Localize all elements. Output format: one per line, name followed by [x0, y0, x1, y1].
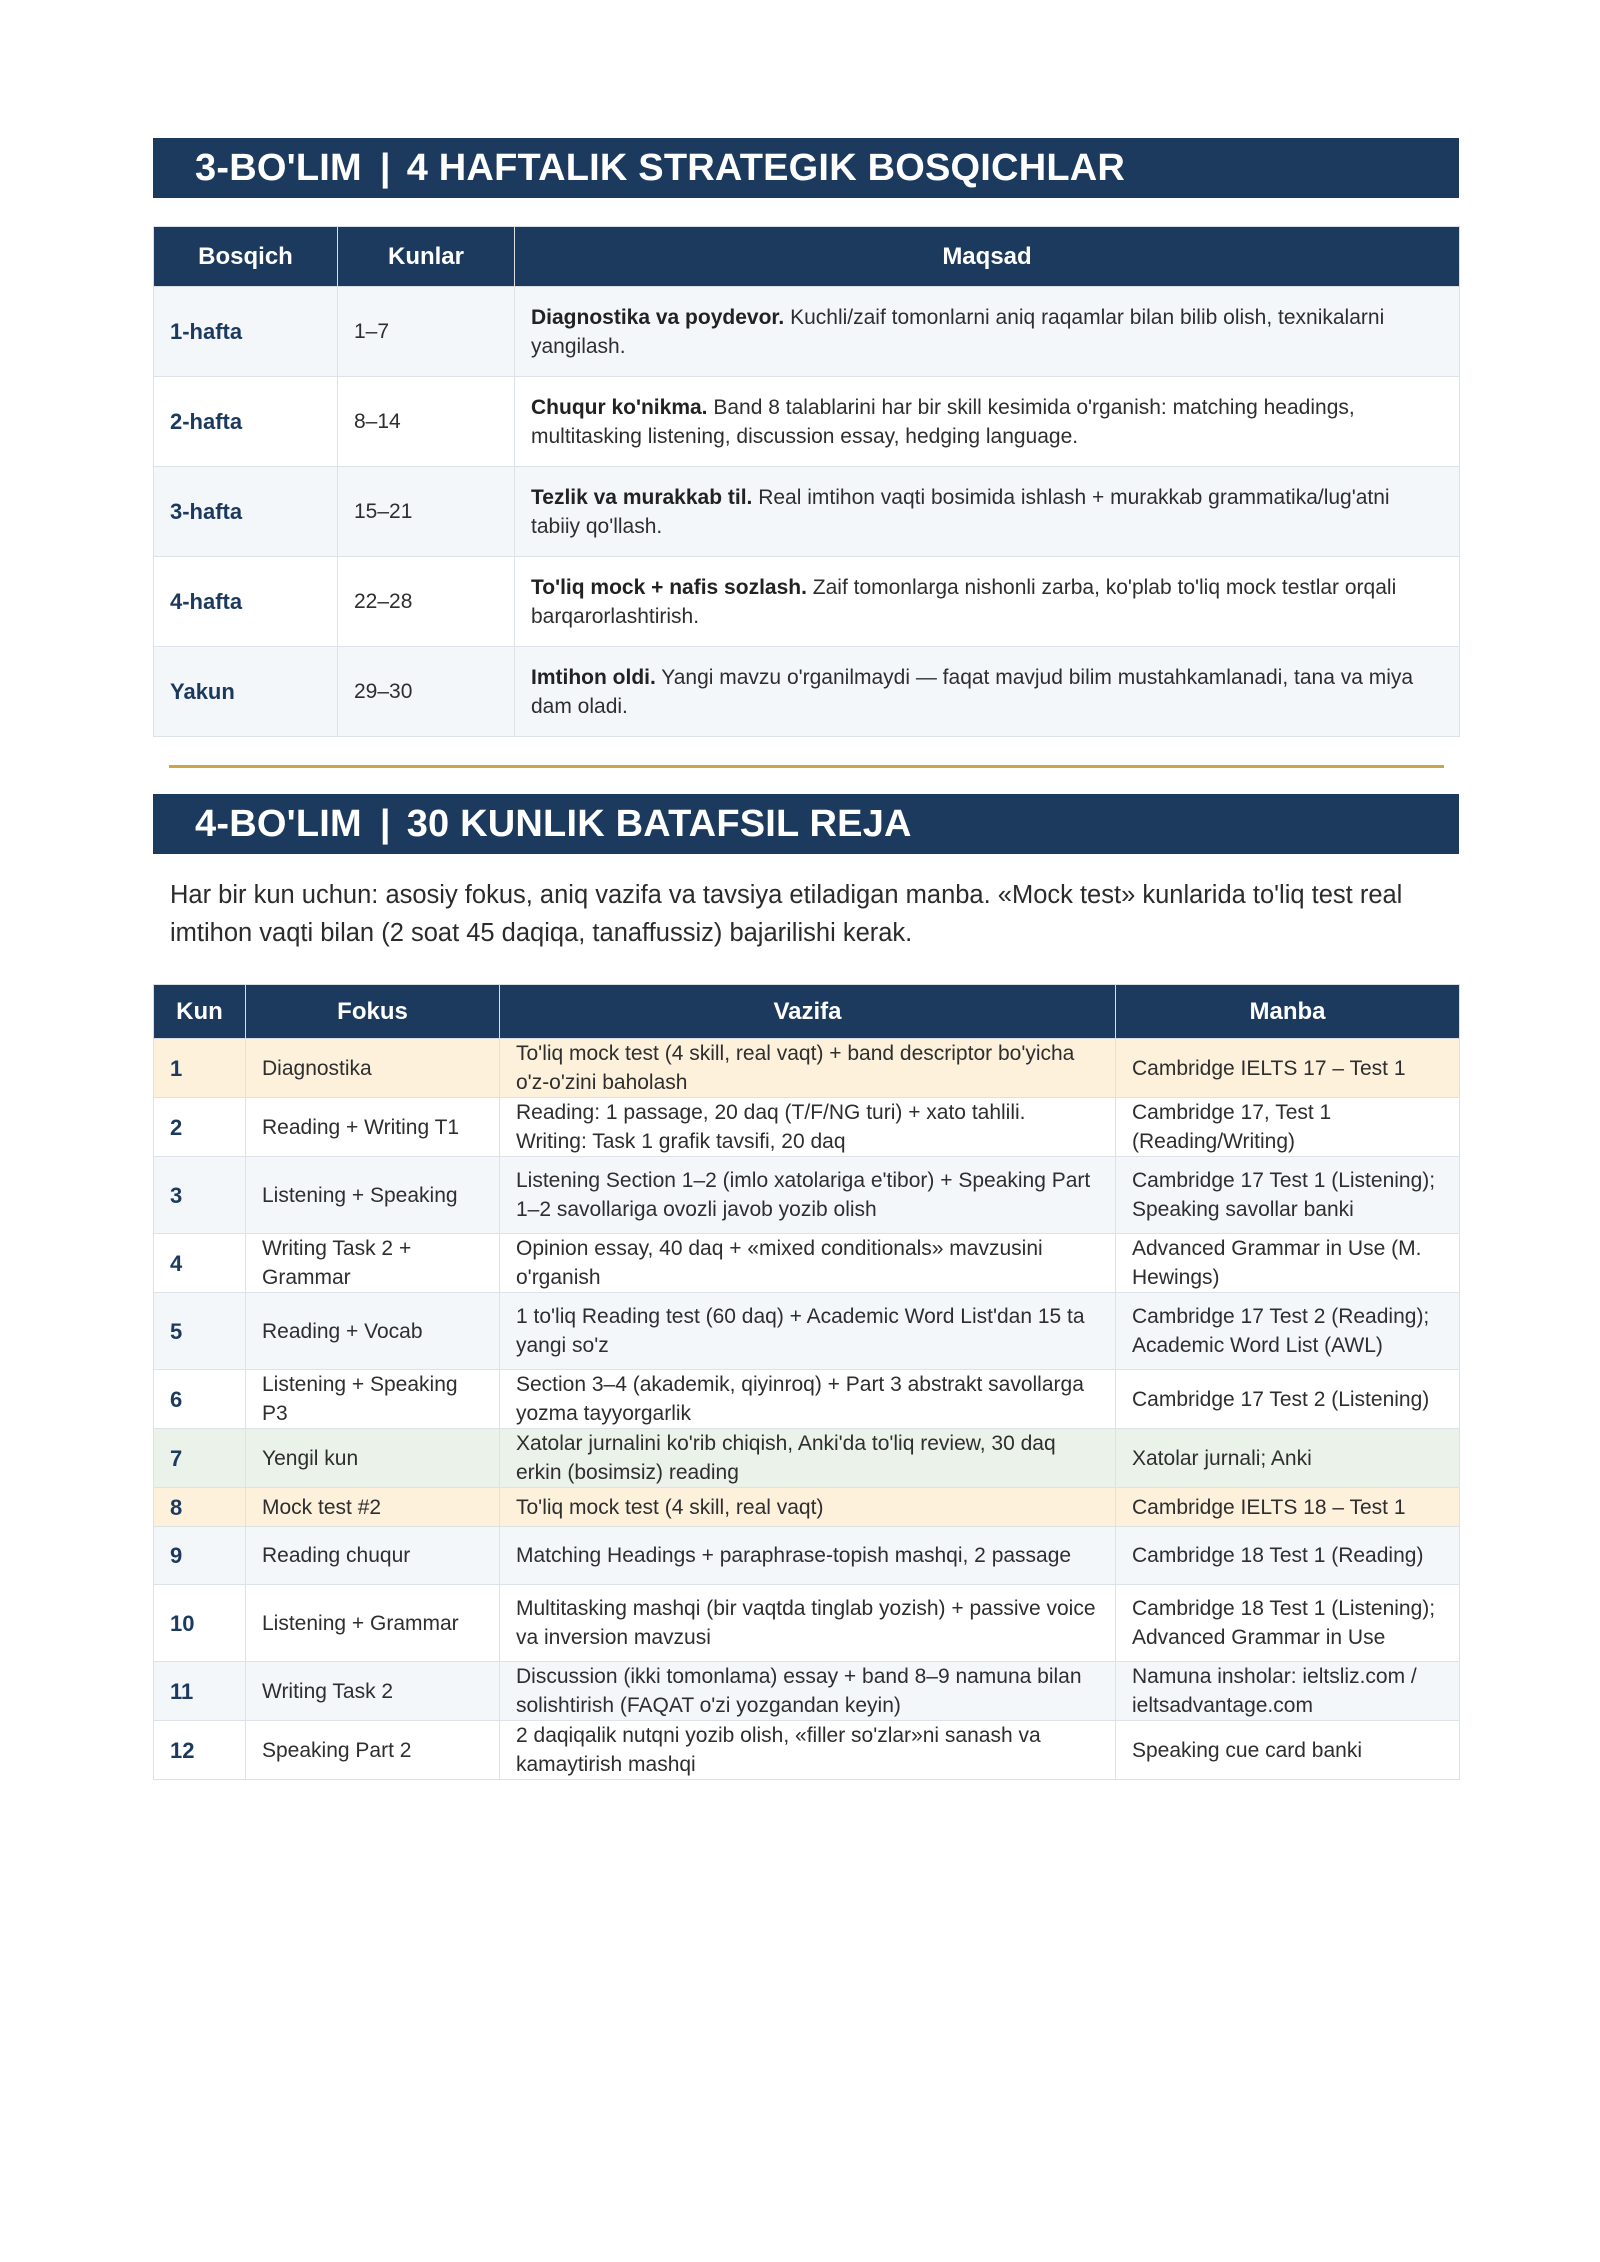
phase-days: 8–14: [338, 377, 515, 467]
plan-task: 2 daqiqalik nutqni yozib olish, «filler so'zlar»ni sanash va kamaytirish mashqi: [500, 1721, 1116, 1780]
plan-row: [154, 1721, 1460, 1780]
plan-day: 4: [154, 1234, 246, 1293]
plan-row: [154, 1157, 1460, 1234]
plan-row: [154, 1098, 1460, 1157]
intro-paragraph: Har bir kun uchun: asosiy fokus, aniq vazifa va tavsiya etiladigan manba. «Mock test» kunlarida to'liq test real imtihon vaqti bilan (2 soat 45 daqiqa, tanaffussiz) bajarilishi kerak.: [170, 881, 1403, 947]
phase-goal: [515, 377, 1460, 467]
phase-stage: 4-hafta: [154, 557, 338, 647]
phase-goal-text: Yangi mavzu o'rganilmaydi — faqat mavjud bilim mustahkamlanadi, tana va miya dam oladi.: [531, 665, 1414, 718]
plan-focus: Speaking Part 2: [246, 1721, 500, 1780]
plan-focus: Yengil kun: [246, 1429, 500, 1488]
plan-task: To'liq mock test (4 skill, real vaqt): [500, 1488, 1116, 1527]
plan-day: 6: [154, 1370, 246, 1429]
plan-day: 11: [154, 1662, 246, 1721]
plan-row: [154, 1488, 1460, 1527]
section-4-title: 30 KUNLIK BATAFSIL REJA: [406, 802, 912, 845]
plan-task: Xatolar jurnalini ko'rib chiqish, Anki'da to'liq review, 30 daq erkin (bosimsiz) reading: [500, 1429, 1116, 1488]
section-3-title: 4 HAFTALIK STRATEGIK BOSQICHLAR: [406, 146, 1126, 189]
phases-row: [154, 557, 1460, 647]
phases-row: [154, 647, 1460, 737]
plan-header-source: Manba: [1116, 985, 1460, 1039]
phase-goal-text: Band 8 talablarini har bir skill kesimida o'rganish: matching headings, multitasking listening, discussion essay, hedging language.: [531, 395, 1355, 448]
plan-row: [154, 1585, 1460, 1662]
phase-goal: [515, 467, 1460, 557]
phase-goal: [515, 557, 1460, 647]
plan-day: 10: [154, 1585, 246, 1662]
plan-row: [154, 1527, 1460, 1585]
plan-row: [154, 1370, 1460, 1429]
section-3-separator: |: [379, 146, 391, 189]
plan-source: Speaking cue card banki: [1116, 1721, 1460, 1780]
plan-task: Matching Headings + paraphrase-topish mashqi, 2 passage: [500, 1527, 1116, 1585]
phase-goal-text: Real imtihon vaqti bosimida ishlash + murakkab grammatika/lug'atni tabiiy qo'llash.: [531, 485, 1390, 538]
plan-task: 1 to'liq Reading test (60 daq) + Academic Word List'dan 15 ta yangi so'z: [500, 1293, 1116, 1370]
plan-focus: Writing Task 2 + Grammar: [246, 1234, 500, 1293]
plan-task: Multitasking mashqi (bir vaqtda tinglab yozish) + passive voice va inversion mavzusi: [500, 1585, 1116, 1662]
plan-focus: Listening + Speaking P3: [246, 1370, 500, 1429]
phases-table-header-row: [154, 227, 1460, 287]
phases-header-goal: Maqsad: [515, 227, 1460, 287]
phase-goal-title: Imtihon oldi.: [531, 665, 656, 689]
plan-source: Cambridge 17 Test 2 (Reading); Academic Word List (AWL): [1116, 1293, 1460, 1370]
plan-source: Cambridge IELTS 17 – Test 1: [1116, 1039, 1460, 1098]
plan-task: Section 3–4 (akademik, qiyinroq) + Part 3 abstrakt savollarga yozma tayyorgarlik: [500, 1370, 1116, 1429]
plan-day: 8: [154, 1488, 246, 1527]
phase-stage: 3-hafta: [154, 467, 338, 557]
plan-task: Opinion essay, 40 daq + «mixed conditionals» mavzusini o'rganish: [500, 1234, 1116, 1293]
plan-source: Advanced Grammar in Use (M. Hewings): [1116, 1234, 1460, 1293]
phases-row: [154, 377, 1460, 467]
phases-row: [154, 287, 1460, 377]
plan-day: 3: [154, 1157, 246, 1234]
plan-focus: Reading chuqur: [246, 1527, 500, 1585]
phases-header-stage: Bosqich: [154, 227, 338, 287]
plan-day: 5: [154, 1293, 246, 1370]
phase-goal-text: Zaif tomonlarga nishonli zarba, ko'plab to'liq mock testlar orqali barqarorlashtirish.: [531, 575, 1397, 628]
section-3-number: 3-BO'LIM: [195, 146, 362, 189]
phases-row: [154, 467, 1460, 557]
plan-day: 12: [154, 1721, 246, 1780]
plan-focus: Listening + Grammar: [246, 1585, 500, 1662]
phase-goal: [515, 647, 1460, 737]
plan-task: To'liq mock test (4 skill, real vaqt) + band descriptor bo'yicha o'z-o'zini baholash: [500, 1039, 1116, 1098]
phase-days: 22–28: [338, 557, 515, 647]
plan-day: 9: [154, 1527, 246, 1585]
plan-day: 7: [154, 1429, 246, 1488]
phase-stage: 2-hafta: [154, 377, 338, 467]
plan-header-task: Vazifa: [500, 985, 1116, 1039]
plan-header-day: Kun: [154, 985, 246, 1039]
plan-day: 1: [154, 1039, 246, 1098]
plan-focus: Writing Task 2: [246, 1662, 500, 1721]
plan-source: Namuna insholar: ieltsliz.com / ieltsadvantage.com: [1116, 1662, 1460, 1721]
plan-task: Listening Section 1–2 (imlo xatolariga e'tibor) + Speaking Part 1–2 savollariga ovozli javob yozib olish: [500, 1157, 1116, 1234]
plan-source: Cambridge 18 Test 1 (Listening); Advanced Grammar in Use: [1116, 1585, 1460, 1662]
plan-focus: Reading + Vocab: [246, 1293, 500, 1370]
plan-task: Discussion (ikki tomonlama) essay + band 8–9 namuna bilan solishtirish (FAQAT o'zi yozgandan keyin): [500, 1662, 1116, 1721]
plan-source: Cambridge 17, Test 1 (Reading/Writing): [1116, 1098, 1460, 1157]
plan-focus: Mock test #2: [246, 1488, 500, 1527]
section-3-header: [153, 138, 1459, 198]
plan-table-header-row: [154, 985, 1460, 1039]
section-4-separator: |: [379, 802, 391, 845]
phase-goal-title: Chuqur ko'nikma.: [531, 395, 708, 419]
plan-row: [154, 1234, 1460, 1293]
phase-days: 15–21: [338, 467, 515, 557]
plan-day: 2: [154, 1098, 246, 1157]
phase-days: 1–7: [338, 287, 515, 377]
plan-source: Cambridge 17 Test 2 (Listening): [1116, 1370, 1460, 1429]
phases-table: [153, 226, 1460, 737]
plan-row: [154, 1293, 1460, 1370]
plan-source: Cambridge 18 Test 1 (Reading): [1116, 1527, 1460, 1585]
plan-row: [154, 1039, 1460, 1098]
phase-goal-text: Kuchli/zaif tomonlarni aniq raqamlar bilan bilib olish, texnikalarni yangilash.: [531, 305, 1385, 358]
phase-days: 29–30: [338, 647, 515, 737]
plan-source: Cambridge IELTS 18 – Test 1: [1116, 1488, 1460, 1527]
plan-source: Xatolar jurnali; Anki: [1116, 1429, 1460, 1488]
plan-row: [154, 1662, 1460, 1721]
plan-table: [153, 984, 1460, 1780]
plan-task: Reading: 1 passage, 20 daq (T/F/NG turi) + xato tahlili. Writing: Task 1 grafik tavsifi, 20 daq: [500, 1098, 1116, 1157]
phase-stage: Yakun: [154, 647, 338, 737]
plan-source: Cambridge 17 Test 1 (Listening); Speaking savollar banki: [1116, 1157, 1460, 1234]
phases-header-days: Kunlar: [338, 227, 515, 287]
plan-focus: Reading + Writing T1: [246, 1098, 500, 1157]
phase-stage: 1-hafta: [154, 287, 338, 377]
section-4-header: [153, 794, 1459, 854]
phase-goal-title: To'liq mock + nafis sozlash.: [531, 575, 807, 599]
plan-header-focus: Fokus: [246, 985, 500, 1039]
section-4-number: 4-BO'LIM: [195, 802, 362, 845]
plan-row: [154, 1429, 1460, 1488]
section-divider: [169, 765, 1444, 768]
phase-goal-title: Diagnostika va poydevor.: [531, 305, 785, 329]
plan-focus: Diagnostika: [246, 1039, 500, 1098]
plan-focus: Listening + Speaking: [246, 1157, 500, 1234]
phase-goal-title: Tezlik va murakkab til.: [531, 485, 753, 509]
phase-goal: [515, 287, 1460, 377]
